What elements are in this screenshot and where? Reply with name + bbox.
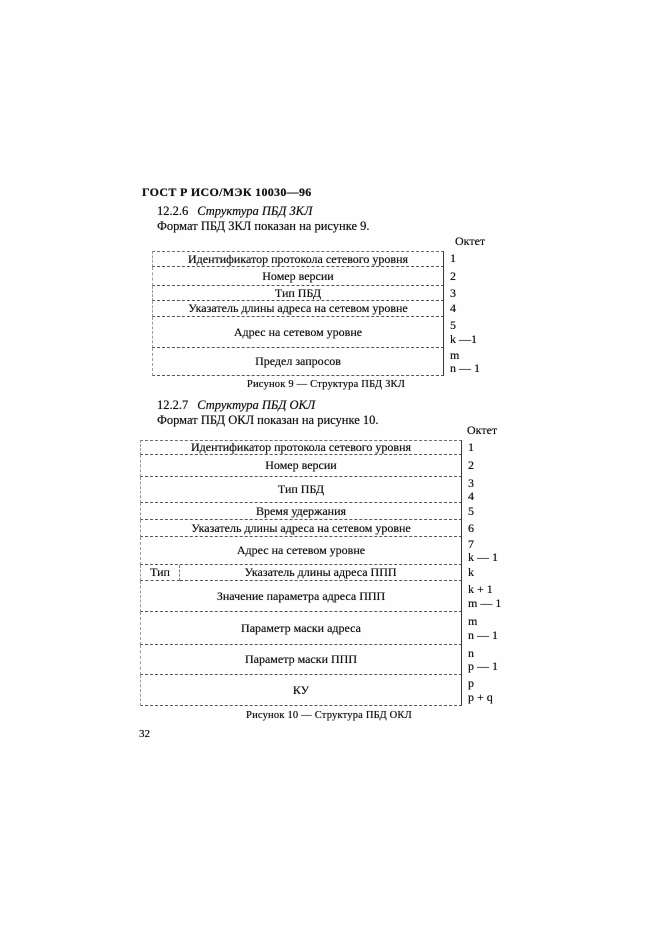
page-number: 32	[139, 728, 150, 740]
octet-value: k — 1	[468, 550, 498, 564]
octet-cell	[462, 520, 518, 537]
octet-column-header: Октет	[455, 234, 486, 248]
octet-cell	[462, 537, 518, 565]
octet-cell	[462, 565, 518, 581]
octet-value: p — 1	[468, 659, 498, 673]
octet-value: 3	[468, 475, 474, 490]
octet-value: k + 1	[468, 582, 493, 597]
octet-cell	[444, 286, 500, 301]
octet-cell	[444, 301, 500, 317]
table-row	[152, 286, 500, 301]
octet-cell	[444, 348, 500, 376]
octet-value: n — 1	[450, 361, 480, 375]
table-row	[140, 520, 518, 537]
octet-value: 7	[468, 536, 474, 551]
octet-cell	[462, 645, 518, 675]
table-row	[152, 267, 500, 286]
table-row	[140, 581, 518, 612]
figure-caption-9: Рисунок 9 — Структура ПБД ЗКЛ	[246, 379, 406, 390]
octet-value: 1	[468, 439, 474, 454]
octet-value: 2	[450, 268, 456, 283]
row-label: Идентификатор протокола сетевого уровня	[140, 440, 462, 455]
octet-value: p	[468, 676, 474, 691]
row-label: Параметр маски адреса	[140, 612, 462, 645]
table-row	[140, 503, 518, 520]
octet-cell	[462, 675, 518, 706]
octet-cell	[444, 251, 500, 267]
doc-header: ГОСТ Р ИСО/МЭК 10030—96	[142, 185, 312, 199]
octet-value: n	[468, 645, 474, 660]
table-row	[140, 645, 518, 675]
section-body-text: Формат ПБД ЗКЛ показан на рисунке 9.	[157, 219, 370, 233]
section-title: Структура ПБД ЗКЛ	[197, 204, 313, 218]
octet-value: 3	[450, 285, 456, 300]
table-row	[140, 455, 518, 477]
table-row	[140, 477, 518, 503]
section-number: 12.2.6	[157, 204, 189, 218]
octet-value: k —1	[450, 331, 477, 346]
row-label: Указатель длины адреса ППП	[180, 565, 462, 581]
octet-value: m	[450, 347, 460, 362]
octet-value: m — 1	[468, 595, 502, 610]
row-label: Идентификатор протокола сетевого уровня	[152, 251, 444, 267]
row-label: Номер версии	[140, 455, 462, 477]
table-row	[140, 565, 518, 581]
octet-value: 6	[468, 520, 474, 535]
octet-value: m	[468, 614, 478, 629]
octet-value: p + q	[468, 689, 493, 704]
section-number: 12.2.7	[157, 398, 189, 412]
octet-cell	[462, 440, 518, 455]
row-label: Указатель длины адреса на сетевом уровне	[152, 301, 444, 317]
section-title: Структура ПБД ОКЛ	[197, 398, 316, 412]
row-label: Параметр маски ППП	[140, 645, 462, 675]
row-label: Адрес на сетевом уровне	[140, 537, 462, 565]
octet-column-header: Октет	[467, 423, 498, 437]
row-label: Тип ПБД	[140, 477, 462, 503]
octet-cell	[462, 581, 518, 612]
type-prefix-cell: Тип	[140, 565, 180, 581]
row-label: Тип ПБД	[152, 286, 444, 301]
table-row	[152, 348, 500, 376]
row-label: КУ	[140, 675, 462, 706]
octet-value: k	[468, 565, 474, 580]
row-label: Предел запросов	[152, 348, 444, 376]
octet-value: n — 1	[468, 627, 498, 642]
row-label: Адрес на сетевом уровне	[152, 317, 444, 348]
pdu-format-table-okl	[140, 440, 518, 706]
octet-cell	[462, 612, 518, 645]
table-row	[140, 675, 518, 706]
row-label: Номер версии	[152, 267, 444, 286]
pdu-format-table-zkl	[152, 251, 500, 376]
table-row	[152, 301, 500, 317]
table-row	[152, 251, 500, 267]
row-label: Указатель длины адреса на сетевом уровне	[140, 520, 462, 537]
octet-cell	[444, 317, 500, 348]
octet-value: 5	[468, 503, 474, 518]
octet-value: 4	[468, 489, 474, 503]
octet-cell	[462, 503, 518, 520]
table-row	[140, 612, 518, 645]
section-body-text: Формат ПБД ОКЛ показан на рисунке 10.	[157, 413, 379, 427]
row-label: Значение параметра адреса ППП	[140, 581, 462, 612]
octet-value: 5	[450, 318, 456, 333]
octet-value: 1	[450, 251, 456, 266]
section-heading-12-2-6	[157, 204, 312, 219]
octet-cell	[462, 455, 518, 477]
figure-caption-10: Рисунок 10 — Структура ПБД ОКЛ	[246, 710, 412, 721]
octet-cell	[444, 267, 500, 286]
row-label: Время удержания	[140, 503, 462, 520]
table-row	[140, 537, 518, 565]
octet-cell	[462, 477, 518, 503]
table-row	[140, 440, 518, 455]
octet-value: 2	[468, 458, 474, 473]
section-heading-12-2-7	[157, 398, 315, 413]
octet-value: 4	[450, 301, 456, 316]
table-row	[152, 317, 500, 348]
